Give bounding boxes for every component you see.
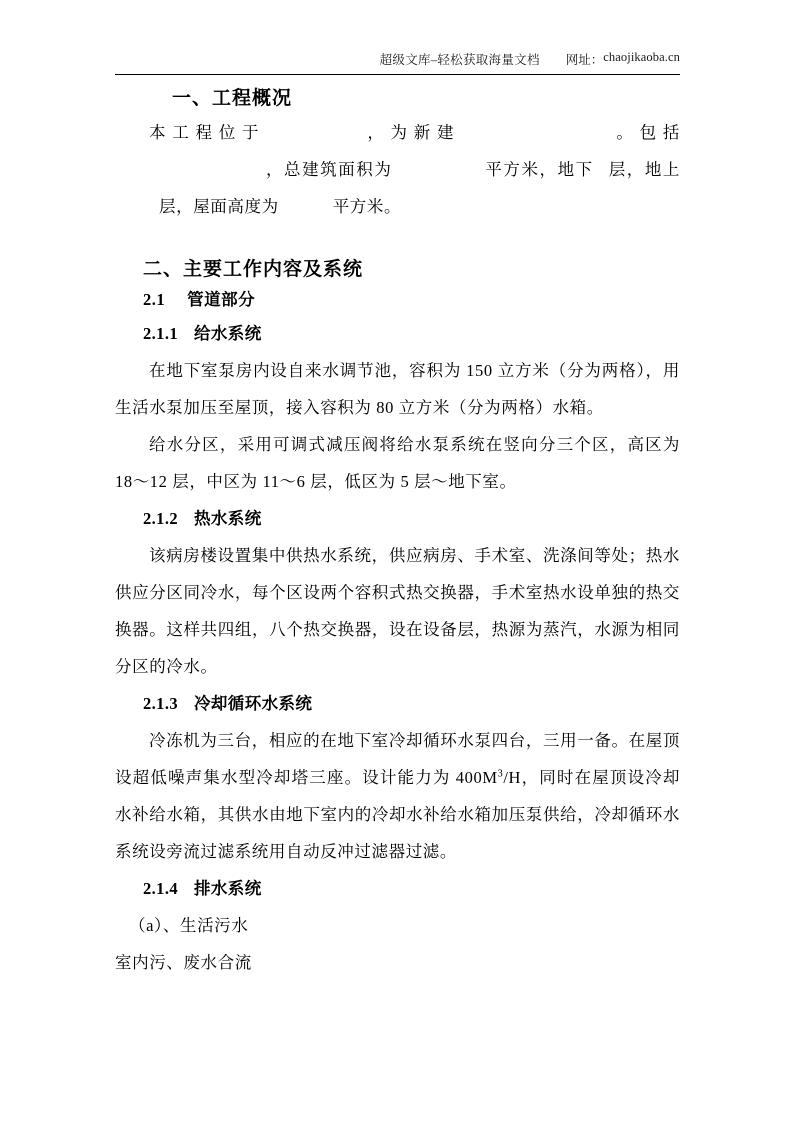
section-2-1-3-heading [115, 685, 680, 722]
section-2-1-heading [115, 285, 680, 315]
section-2-1-2-number: 2.1.2 [143, 509, 178, 528]
section-2-1-2-heading [115, 500, 680, 537]
blank-location[interactable] [265, 137, 361, 138]
section-2-1-4-title: 排水系统 [194, 879, 262, 898]
blank-roof-height[interactable] [279, 211, 333, 212]
overview-text-6: 层，地上 [607, 160, 680, 179]
section-2-1-1-heading [115, 315, 680, 352]
blank-above-floors[interactable] [115, 211, 159, 212]
blank-basement-floors[interactable] [594, 174, 608, 175]
header-url: chaojikaoba.cn [603, 50, 680, 64]
paragraph-hot-water-system: 该病房楼设置集中供热水系统，供应病房、手术室、洗涤间等处；热水供应分区同冷水，每个区设两个容积式热交换器，手术室热水设单独的热交换器。这样共四组，八个热交换器，设在设备层，热源为蒸汽，水源为相同分区的冷水。 [115, 546, 680, 676]
section-2-1-number: 2.1 [143, 290, 166, 309]
section-2-1-4-number: 2.1.4 [143, 879, 178, 898]
section-2-1-3-number: 2.1.3 [143, 694, 178, 713]
overview-text-2: ，为新建 [361, 123, 461, 142]
overview-text-8: 平方米。 [332, 197, 402, 216]
cooling-text-pre: 冷冻机为三台，相应的在地下室冷却循环水泵四台，三用一备。在屋顶设超低噪声集水型冷却塔三座。设计能力为 400M [115, 731, 680, 787]
blank-total-area[interactable] [392, 174, 484, 175]
section-1-heading: 一、工程概况 [172, 87, 293, 109]
section-2-1-title: 管道部分 [187, 290, 256, 309]
section-spacer [115, 225, 680, 253]
header-divider [115, 74, 680, 75]
list-item-a-body: 室内污、废水合流 [115, 953, 252, 972]
header-url-label: 网址： [565, 53, 604, 67]
overview-text-1: 本工程位于 [149, 123, 266, 142]
overview-text-4: ，总建筑面积为 [265, 160, 393, 179]
paragraph-water-supply-tank: 在地下室泵房内设自来水调节池，容积为 150 立方米（分为两格），用生活水泵加压至屋顶，接入容积为 80 立方米（分为两格）水箱。 [115, 361, 680, 417]
overview-text-3: 。包括 [610, 123, 680, 142]
cubic-meter-superscript: 3 [497, 768, 504, 780]
blank-building-type[interactable] [460, 137, 610, 138]
section-2-1-3-title: 冷却循环水系统 [194, 694, 313, 713]
document-body [115, 82, 680, 981]
header-site-title: 超级文库–轻松获取海量文档 [379, 53, 540, 67]
section-2-1-2-title: 热水系统 [194, 509, 262, 528]
paragraph-water-supply-zoning: 给水分区，采用可调式减压阀将给水泵系统在竖向分三个区，高区为 18～12 层，中区为 11～6 层，低区为 5 层～地下室。 [115, 435, 680, 491]
section-2-1-1-number: 2.1.1 [143, 324, 178, 343]
list-item-a-label: （a）、生活污水 [129, 916, 249, 935]
section-2-1-4-heading [115, 870, 680, 907]
cooling-text-post: /H，同时在屋顶设冷却水补给水箱，其供水由地下室内的冷却水补给水箱加压泵供给，冷却循环水系统设旁流过滤系统用自动反冲过滤器过滤。 [115, 768, 680, 861]
page-header [115, 50, 680, 76]
section-2-1-1-title: 给水系统 [194, 324, 262, 343]
paragraph-cooling-water-system [115, 722, 680, 870]
project-overview-paragraph [115, 114, 680, 225]
section-2-heading: 二、主要工作内容及系统 [143, 258, 364, 280]
overview-text-7: 层，屋面高度为 [159, 197, 279, 216]
overview-text-5: 平方米，地下 [484, 160, 594, 179]
blank-scope[interactable] [115, 174, 265, 175]
